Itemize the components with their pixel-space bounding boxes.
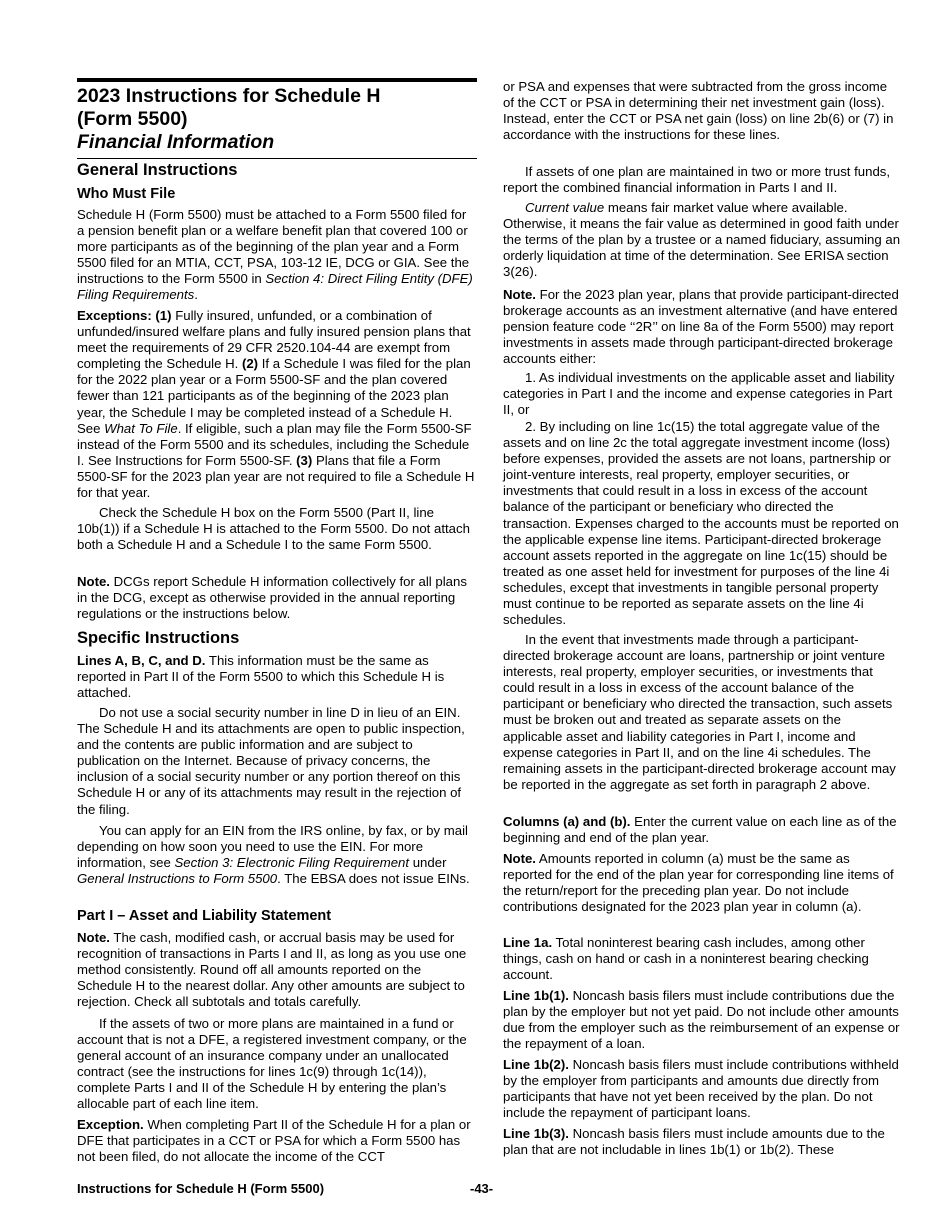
title-line-1: 2023 Instructions for Schedule H <box>77 85 381 107</box>
who-must-file-paragraph: Schedule H (Form 5500) must be attached to a Form 5500 filed for a pension benefit plan or a welfare benefit plan that covered 100 or more participants as of the beginning of the plan year and a Form 5500 filed for an MTIA, CCT, PSA, 103-12 IE, DCG or GIA. See the instructions to the Form 5500 in Section 4: Direct Filing Entity (DFE) Filing Requirements. <box>77 207 473 303</box>
ein-paragraph: You can apply for an EIN from the IRS online, by fax, or by mail depending on how soon you need to use the EIN. For more information, see Section 3: Electronic Filing Requirement under General Instructions to Form 5500. The EBSA does not issue EINs. <box>77 823 470 887</box>
ssn-paragraph: Do not use a social security number in line D in lieu of an EIN. The Schedule H and its attachments are open to public inspection, and the contents are public information and are subject to publication on the Internet. Because of privacy concerns, the inclusion of a social security number or any portion thereof on this Schedule H or any of its attachments may result in the rejection of the filing. <box>77 705 465 817</box>
title-line-2: (Form 5500) <box>77 108 188 130</box>
option-2-paragraph: 2. By including on line 1c(15) the total aggregate value of the assets and on line 2c the total aggregate investment income (loss) before expenses, provided the assets are not loans, partnership or joint-venture interests, real property, employer securities, or investments that could result in a loss in excess of the account balance of the participant or beneficiary who directed the transaction. Expenses charged to the accounts must be reported on the applicable expense line items. Participant-directed brokerage account assets reported in the aggregate on line 1c(15) should be treated as one asset held for investment for purposes of the line 4i schedules, except that investments in tangible personal property must continue to be reported as separate assets on the line 4i schedules. <box>503 419 899 628</box>
title-line-3: Financial Information <box>77 131 275 153</box>
exception-paragraph: Exception. When completing Part II of the Schedule H for a plan or DFE that participates in a CCT or PSA for which a Form 5500 has not been filed, do not allocate the income of the CCT <box>77 1117 471 1165</box>
line-1a-paragraph: Line 1a. Total noninterest bearing cash includes, among other things, cash on hand or cash in a noninterest bearing checking account. <box>503 935 869 983</box>
who-must-file-heading: Who Must File <box>77 186 176 202</box>
footer-page-number: -43- <box>470 1181 494 1196</box>
dcg-note-paragraph: Note. DCGs report Schedule H information collectively for all plans in the DCG, except as otherwise provided in the annual reporting regulations or the instructions below. <box>77 574 467 622</box>
general-instructions-heading: General Instructions <box>77 161 238 179</box>
column-a-note-paragraph: Note. Amounts reported in column (a) must be the same as reported for the end of the plan year for corresponding line items of the return/report for the preceding plan year. Do not include contributions designated for the 2023 plan year in column (a). <box>503 851 894 915</box>
one-plan-paragraph: If assets of one plan are maintained in two or more trust funds, report the combined financial information in Parts I and II. <box>503 164 891 196</box>
footer-document-name: Instructions for Schedule H (Form 5500) <box>77 1181 325 1196</box>
part1-note-paragraph: Note. The cash, modified cash, or accrual basis may be used for recognition of transactions in Parts I and II, as long as you use one method consistently. Round off all amounts reported on the Schedule H to the nearest dollar. Any other amounts are subject to rejection. Check all subtotals and totals carefully. <box>77 930 467 1010</box>
cct-continuation-paragraph: or PSA and expenses that were subtracted from the gross income of the CCT or PSA in determining their net investment gain (loss). Instead, enter the CCT or PSA net gain (loss) on line 2b(6) or (7) in accordance with the instructions for these lines. <box>503 79 894 143</box>
lines-abcd-paragraph: Lines A, B, C, and D. This information must be the same as reported in Part II of the Form 5500 to which this Schedule H is attached. <box>77 653 445 701</box>
line-1b1-paragraph: Line 1b(1). Noncash basis filers must include contributions due the plan by the employer but not yet paid. Do not include other amounts due from the employer such as the reimbursement of an expense or the repayment of a loan. <box>503 988 900 1052</box>
title-top-rule <box>77 78 477 82</box>
specific-instructions-heading: Specific Instructions <box>77 629 240 647</box>
current-value-paragraph: Current value means fair market value where available. Otherwise, it means the fair value as determined in good faith under the terms of the plan by a trustee or a named fiduciary, assuming an orderly liquidation at time of the determination. See ERISA section 3(26). <box>503 200 901 280</box>
title-bottom-rule <box>77 158 477 159</box>
brokerage-note-paragraph: Note. For the 2023 plan year, plans that provide participant-directed brokerage accounts as an investment alternative (and have entered pension feature code ‘‘2R’’ on line 8a of the Form 5500) may report investments in assets made through participant-directed brokerage accounts either: <box>503 287 899 367</box>
line-1b3-paragraph: Line 1b(3). Noncash basis filers must include amounts due to the plan that are not includable in lines 1b(1) or 1b(2). These <box>503 1126 885 1158</box>
line-1b2-paragraph: Line 1b(2). Noncash basis filers must include contributions withheld by the employer from participants and amounts due directly from participants that have not yet been received by the plan. Do not include the repayment of participant loans. <box>503 1057 899 1121</box>
part1-heading: Part I – Asset and Liability Statement <box>77 908 332 924</box>
columns-paragraph: Columns (a) and (b). Enter the current value on each line as of the beginning and end of the plan year. <box>503 814 897 846</box>
two-plans-paragraph: If the assets of two or more plans are maintained in a fund or account that is not a DFE, a registered investment company, or the general account of an insurance company under an unallocated contract (see the instructions for lines 1c(9) through 1c(14)), complete Parts I and II of the Schedule H by entering the plan’s allocable part of each line item. <box>77 1016 467 1112</box>
check-box-paragraph: Check the Schedule H box on the Form 5500 (Part II, line 10b(1)) if a Schedule H is attached to the Form 5500. Do not attach both a Schedule H and a Schedule I to the same Form 5500. <box>77 505 470 553</box>
document-title <box>77 85 477 154</box>
event-paragraph: In the event that investments made through a participant-directed brokerage account are loans, partnership or joint venture interests, real property, employer securities, or investments that could result in a loss in excess of the account balance of the participant or beneficiary who directed the transaction, such assets must be broken out and treated as separate assets on the applicable asset and liability categories in Part I, income and expense categories in Part II, and on the line 4i schedules. The remaining assets in the participant-directed brokerage account may be reported in the aggregate as set forth in paragraph 2 above. <box>503 632 896 792</box>
exceptions-paragraph: Exceptions: (1) Fully insured, unfunded, or a combination of unfunded/insured welfare plans and fully insured pension plans that meet the requirements of 29 CFR 2520.104-44 are exempt from completing the Schedule H. (2) If a Schedule I was filed for the plan for the 2022 plan year or a Form 5500-SF and the plan covered fewer than 121 participants as of the beginning of the 2023 plan year, the Schedule I may be completed instead of a Schedule H. See What To File. If eligible, such a plan may file the Form 5500-SF instead of the Form 5500 and its schedules, including the Schedule I. See Instructions for Form 5500-SF. (3) Plans that file a Form 5500-SF for the 2023 plan year are not required to file a Schedule H for that year. <box>77 308 475 501</box>
option-1-paragraph: 1. As individual investments on the applicable asset and liability categories in Part I and the income and expense categories in Part II, or <box>503 370 895 418</box>
